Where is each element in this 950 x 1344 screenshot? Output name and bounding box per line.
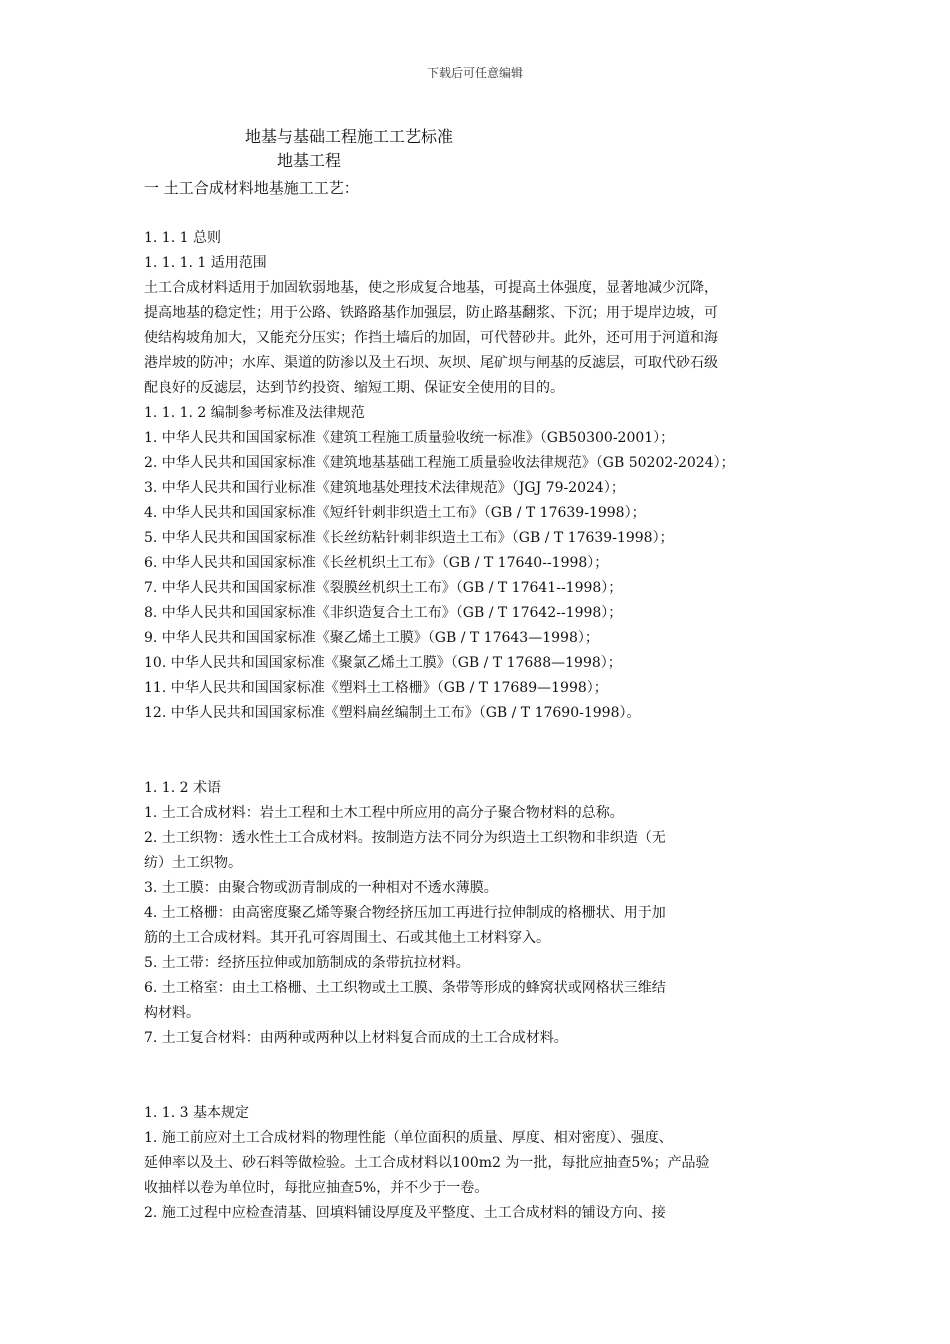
scope-line: 土工合成材料适用于加固软弱地基，使之形成复合地基，可提高土体强度，显著地减少沉降， xyxy=(144,280,718,296)
reference-item: 2. 中华人民共和国国家标准《建筑地基基础工程施工质量验收法律规范》（GB 50202-2024）； xyxy=(144,455,735,471)
reference-item: 3. 中华人民共和国行业标准《建筑地基处理技术法律规范》（JGJ 79-2024）； xyxy=(144,480,625,496)
term-line: 筋的土工合成材料。其开孔可容周围土、石或其他土工材料穿入。 xyxy=(144,930,550,946)
rule-line: 1. 施工前应对土工合成材料的物理性能（单位面积的质量、厚度、相对密度）、强度、 xyxy=(144,1130,673,1146)
term-line: 3. 土工膜：由聚合物或沥青制成的一种相对不透水薄膜。 xyxy=(144,880,498,896)
rule-line: 收抽样以卷为单位时，每批应抽查5%，并不少于一卷。 xyxy=(144,1180,489,1196)
rule-line: 延伸率以及土、砂石料等做检验。土工合成材料以100m2 为一批，每批应抽查5%；产品验 xyxy=(144,1155,710,1171)
term-line: 1. 土工合成材料：岩土工程和土木工程中所应用的高分子聚合物材料的总称。 xyxy=(144,805,624,821)
spacer xyxy=(144,201,834,226)
term-line: 6. 土工格室：由土工格栅、土工织物或土工膜、条带等形成的蜂窝状或网格状三维结 xyxy=(144,980,666,996)
reference-item: 7. 中华人民共和国国家标准《裂膜丝机织土工布》（GB / T 17641--1998）； xyxy=(144,580,623,596)
scope-line: 提高地基的稳定性；用于公路、铁路路基作加强层，防止路基翻浆、下沉；用于堤岸边坡，可 xyxy=(144,305,718,321)
reference-item: 12. 中华人民共和国国家标准《塑料扁丝编制土工布》（GB / T 17690-1998）。 xyxy=(144,705,641,721)
scope-line: 配良好的反滤层，达到节约投资、缩短工期、保证安全使用的目的。 xyxy=(144,380,564,396)
reference-item: 5. 中华人民共和国国家标准《长丝纺粘针刺非织造土工布》（GB / T 17639-1998）； xyxy=(144,530,674,546)
reference-item: 10. 中华人民共和国国家标准《聚氯乙烯土工膜》（GB / T 17688—1998）； xyxy=(144,655,622,671)
reference-item: 11. 中华人民共和国国家标准《塑料土工格栅》（GB / T 17689—1998）； xyxy=(144,680,608,696)
scope-line: 港岸坡的防冲；水库、渠道的防渗以及土石坝、灰坝、尾矿坝与闸基的反滤层，可取代砂石级 xyxy=(144,355,718,371)
term-line: 5. 土工带：经挤压拉伸或加筋制成的条带抗拉材料。 xyxy=(144,955,470,971)
document-subtitle: 地基工程 xyxy=(277,151,342,170)
page-header-note: 下载后可任意编辑 xyxy=(426,66,523,80)
subsection-heading-references: 1. 1. 1. 2 编制参考标准及法律规范 xyxy=(144,405,365,421)
section-heading-terms: 1. 1. 2 术语 xyxy=(144,780,221,796)
document-body xyxy=(144,176,834,1226)
section-heading-main: 一 土工合成材料地基施工工艺： xyxy=(144,179,359,197)
scope-line: 使结构坡角加大，又能充分压实；作挡土墙后的加固，可代替砂井。此外，还可用于河道和海 xyxy=(144,330,718,346)
reference-item: 4. 中华人民共和国国家标准《短纤针刺非织造土工布》（GB / T 17639-1998）； xyxy=(144,505,646,521)
term-line: 2. 土工织物：透水性土工合成材料。按制造方法不同分为织造土工织物和非织造（无 xyxy=(144,830,666,846)
rule-line: 2. 施工过程中应检查清基、回填料铺设厚度及平整度、土工合成材料的铺设方向、接 xyxy=(144,1205,666,1221)
spacer xyxy=(144,726,834,776)
reference-item: 9. 中华人民共和国国家标准《聚乙烯土工膜》（GB / T 17643—1998）； xyxy=(144,630,599,646)
subsection-heading-scope: 1. 1. 1. 1 适用范围 xyxy=(144,255,267,271)
term-line: 7. 土工复合材料：由两种或两种以上材料复合而成的土工合成材料。 xyxy=(144,1030,568,1046)
spacer xyxy=(144,1051,834,1101)
reference-item: 1. 中华人民共和国国家标准《建筑工程施工质量验收统一标准》（GB50300-2001）； xyxy=(144,430,675,446)
section-heading-basic-rules: 1. 1. 3 基本规定 xyxy=(144,1105,249,1121)
term-line: 4. 土工格栅：由高密度聚乙烯等聚合物经挤压加工再进行拉伸制成的格栅状、用于加 xyxy=(144,905,666,921)
reference-item: 6. 中华人民共和国国家标准《长丝机织土工布》（GB / T 17640--1998）； xyxy=(144,555,609,571)
section-heading-general: 1. 1. 1 总则 xyxy=(144,230,221,246)
term-line: 构材料。 xyxy=(144,1005,200,1021)
document-title: 地基与基础工程施工工艺标准 xyxy=(245,127,454,146)
reference-item: 8. 中华人民共和国国家标准《非织造复合土工布》（GB / T 17642--1998）； xyxy=(144,605,623,621)
term-line: 纺）土工织物。 xyxy=(144,855,242,871)
